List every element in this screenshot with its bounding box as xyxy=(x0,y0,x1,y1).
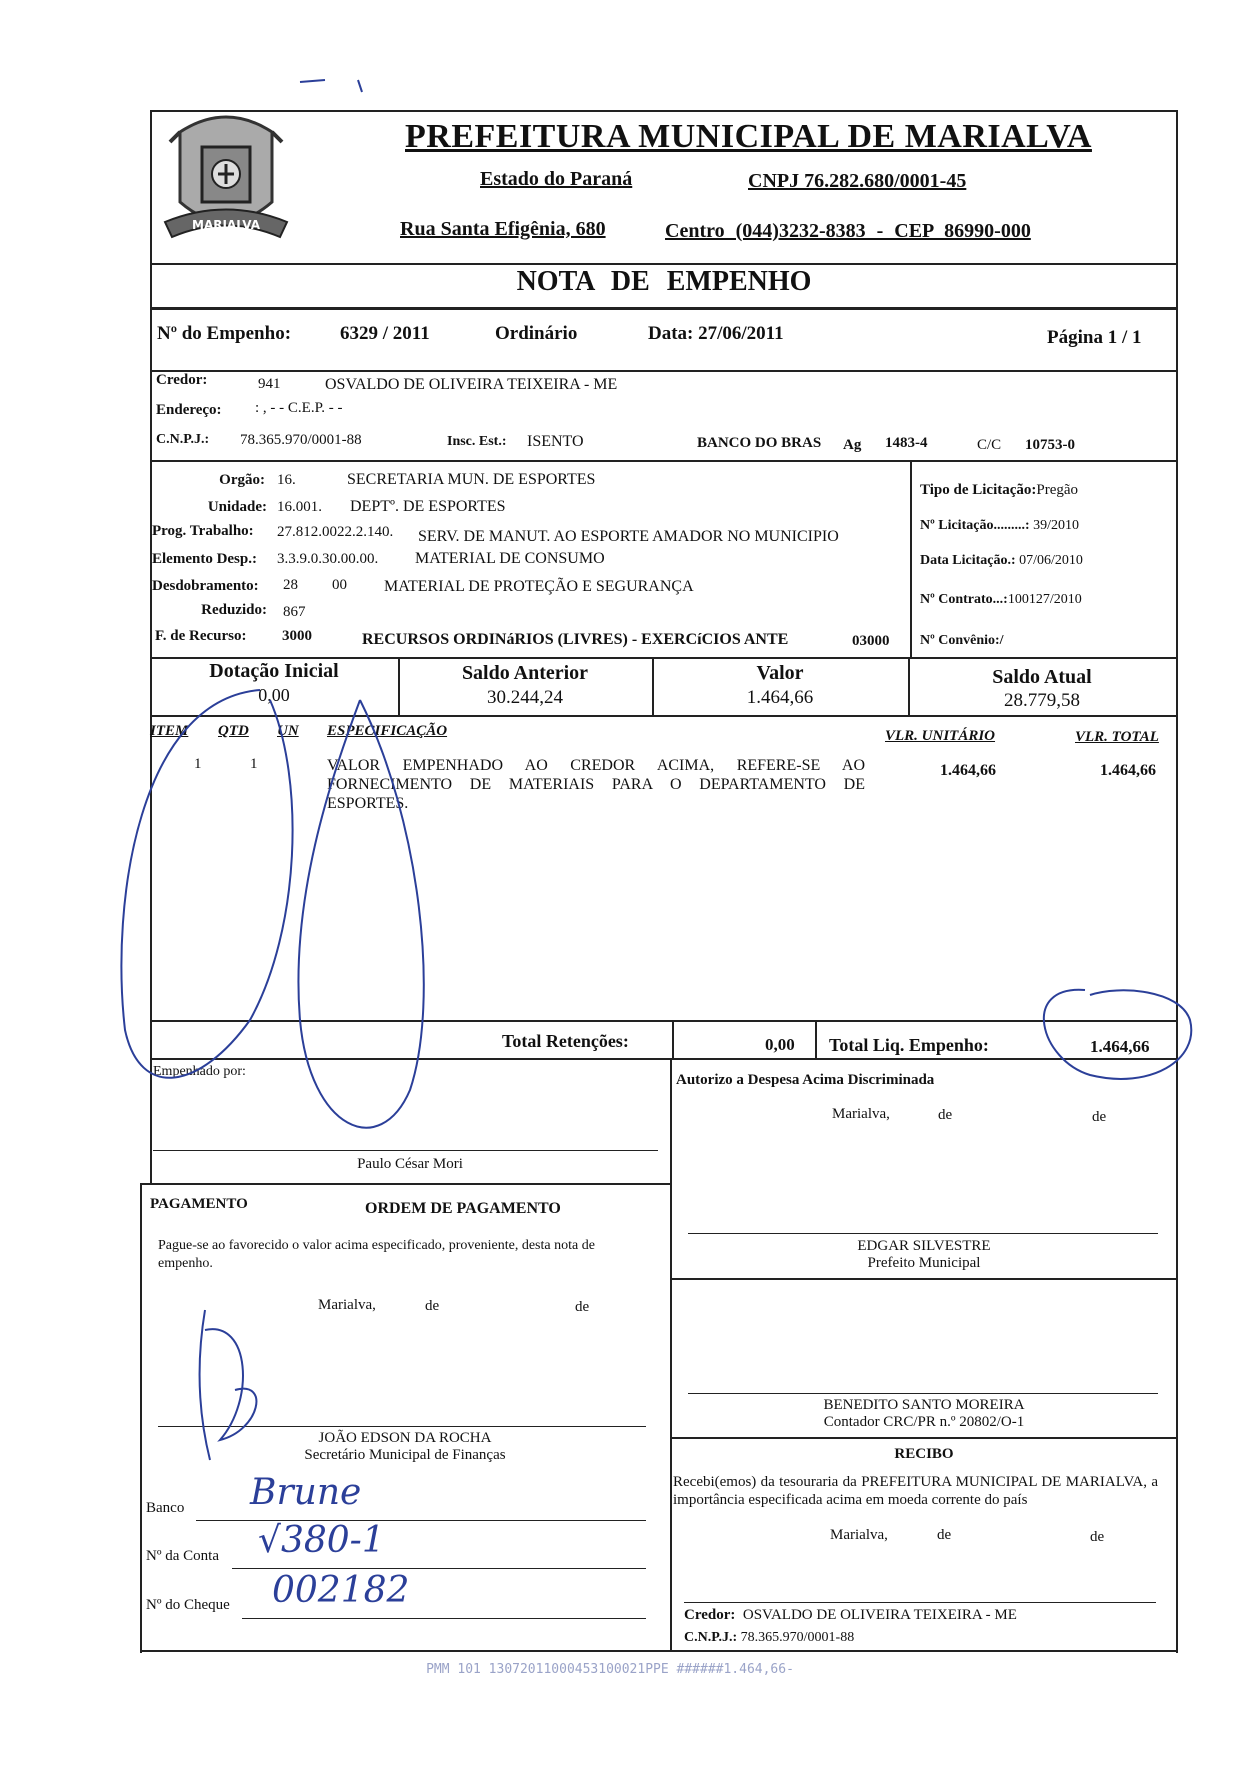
prog-code: 27.812.0022.2.140. xyxy=(277,524,394,540)
cheque-label: Nº do Cheque xyxy=(146,1597,230,1613)
contador-nome: BENEDITO SANTO MOREIRA xyxy=(823,1397,1025,1413)
col-unit: VLR. UNITÁRIO xyxy=(885,728,996,744)
row-esp: VALOR EMPENHADO AO CREDOR ACIMA, REFERE-SE AO FORNECIMENTO DE MATERIAIS PARA O DEPARTAMENTO DE ESPORTES. xyxy=(327,757,865,812)
signature-approval-mark xyxy=(1044,990,1191,1079)
licitacao-data: Data Licitação.: 07/06/2010 xyxy=(920,553,1083,568)
orgao-label: Orgão: xyxy=(219,472,265,488)
recurso-label: F. de Recurso: xyxy=(155,628,247,644)
desd-code: 28 xyxy=(283,577,298,593)
empenhado-nome: Paulo César Mori xyxy=(357,1156,463,1172)
unidade-value: DEPTº. DE ESPORTES xyxy=(350,498,506,515)
col-esp: ESPECIFICAÇÃO xyxy=(327,723,448,739)
recibo-cnpj: C.N.P.J.: 78.365.970/0001-88 xyxy=(684,1630,855,1645)
signature-loop-right xyxy=(298,700,423,1128)
reduzido-label: Reduzido: xyxy=(201,602,267,618)
ag-value: 1483-4 xyxy=(885,435,928,451)
signature-mark-top xyxy=(300,80,362,92)
contador-cargo: Contador CRC/PR n.º 20802/O-1 xyxy=(823,1414,1025,1430)
ordem-label: ORDEM DE PAGAMENTO xyxy=(365,1200,561,1217)
reduzido-value: 867 xyxy=(283,604,306,620)
autorizo-de2: de xyxy=(1092,1109,1107,1125)
recurso-code: 3000 xyxy=(282,628,312,644)
conta-handwritten: √380-1 xyxy=(258,1520,385,1561)
prefeito-cargo: Prefeito Municipal xyxy=(867,1255,981,1271)
cnpj-value: 78.365.970/0001-88 xyxy=(240,432,362,448)
empenho-num: 6329 / 2011 xyxy=(340,323,430,344)
header-address: Centro (044)3232-8383 - CEP 86990-000 xyxy=(665,220,1031,242)
valor-label: Valor xyxy=(756,662,804,684)
total-retencoes-value: 0,00 xyxy=(765,1035,795,1054)
insc-value: ISENTO xyxy=(527,433,584,450)
header-state: Estado do Paraná xyxy=(480,168,633,190)
credor-code: 941 xyxy=(258,376,281,392)
dotacao-value: 0,00 xyxy=(258,685,290,705)
desd-sub: 00 xyxy=(332,577,347,593)
recurso-code2: 03000 xyxy=(852,633,890,649)
row-item: 1 xyxy=(194,756,202,772)
total-retencoes-label: Total Retenções: xyxy=(502,1031,629,1051)
empenho-type: Ordinário xyxy=(495,323,578,344)
saldo-anterior-label: Saldo Anterior xyxy=(461,662,589,684)
desd-value: MATERIAL DE PROTEÇÃO E SEGURANÇA xyxy=(384,578,694,595)
doc-title: NOTA DE EMPENHO xyxy=(516,266,812,297)
dotacao-label: Dotação Inicial xyxy=(209,660,339,682)
row-unit: 1.464,66 xyxy=(940,762,996,779)
col-un: UN xyxy=(277,723,299,739)
prog-label: Prog. Trabalho: xyxy=(152,523,254,539)
pagamento-marialva: Marialva, xyxy=(318,1297,376,1313)
col-total: VLR. TOTAL xyxy=(1075,729,1159,745)
licitacao-tipo: Tipo de Licitação:Pregão xyxy=(920,482,1079,498)
endereco-label: Endereço: xyxy=(156,402,222,418)
bank-name: BANCO DO BRAS xyxy=(697,435,822,451)
elem-code: 3.3.9.0.30.00.00. xyxy=(277,551,379,567)
secretario-cargo: Secretário Municipal de Finanças xyxy=(304,1447,506,1463)
recibo-texto: Recebi(emos) da tesouraria da PREFEITURA MUNICIPAL DE MARIALVA, a importância especificada acima em moeda corrente do país xyxy=(673,1474,1158,1508)
elem-label: Elemento Desp.: xyxy=(152,551,257,567)
elem-value: MATERIAL DE CONSUMO xyxy=(415,550,605,567)
insc-label: Insc. Est.: xyxy=(447,434,507,449)
pagamento-de2: de xyxy=(575,1299,590,1315)
cc-label: C/C xyxy=(977,437,1002,453)
banco-label: Banco xyxy=(146,1500,185,1516)
saldo-atual-label: Saldo Atual xyxy=(992,666,1092,688)
row-total: 1.464,66 xyxy=(1100,762,1156,779)
pagamento-de1: de xyxy=(425,1298,440,1314)
cnpj-label: C.N.P.J.: xyxy=(156,432,210,447)
saldo-atual-value: 28.779,58 xyxy=(1004,690,1080,711)
row-qtd: 1 xyxy=(250,756,258,772)
banco-handwritten: Brune xyxy=(250,1472,362,1513)
prefeito-nome: EDGAR SILVESTRE xyxy=(857,1238,991,1254)
endereco-value: : , - - C.E.P. - - xyxy=(255,400,343,416)
recurso-value: RECURSOS ORDINáRIOS (LIVRES) - EXERCíCIOS ANTE xyxy=(362,631,789,648)
empenhado-label: Empenhado por: xyxy=(153,1064,246,1079)
col-item: ITEM xyxy=(150,723,189,739)
recibo-title: RECIBO xyxy=(894,1446,954,1462)
recibo-credor: Credor: OSVALDO DE OLIVEIRA TEIXEIRA - ME xyxy=(684,1607,1017,1623)
crest-text: MARIALVA xyxy=(192,218,260,232)
desd-label: Desdobramento: xyxy=(152,578,259,594)
header-street: Rua Santa Efigênia, 680 xyxy=(400,218,606,240)
licitacao-num: Nº Licitação.........: 39/2010 xyxy=(920,518,1079,533)
orgao-value: SECRETARIA MUN. DE ESPORTES xyxy=(347,471,596,488)
pagamento-label: PAGAMENTO xyxy=(150,1196,248,1212)
empenho-page: Página 1 / 1 xyxy=(1047,327,1142,348)
recibo-de1: de xyxy=(937,1527,952,1543)
credor-label: Credor: xyxy=(156,372,208,388)
unidade-label: Unidade: xyxy=(207,499,267,515)
ag-label: Ag xyxy=(843,437,862,453)
prog-value: SERV. DE MANUT. AO ESPORTE AMADOR NO MUNICIPIO xyxy=(418,528,839,545)
autorizo-de1: de xyxy=(938,1107,953,1123)
cheque-handwritten: 002182 xyxy=(272,1570,410,1611)
secretario-nome: JOÃO EDSON DA ROCHA xyxy=(318,1430,492,1446)
valor-value: 1.464,66 xyxy=(746,687,814,708)
header-title: PREFEITURA MUNICIPAL DE MARIALVA xyxy=(405,118,1092,155)
header-cnpj: CNPJ 76.282.680/0001-45 xyxy=(748,170,967,192)
licitacao-contrato: Nº Contrato...:100127/2010 xyxy=(920,592,1082,607)
orgao-code: 16. xyxy=(277,472,296,488)
recibo-de2: de xyxy=(1090,1529,1105,1545)
autorizo-marialva: Marialva, xyxy=(832,1106,890,1122)
autorizo-label: Autorizo a Despesa Acima Discriminada xyxy=(676,1072,935,1088)
empenho-num-label: Nº do Empenho: xyxy=(157,323,292,344)
total-liq-label: Total Liq. Empenho: xyxy=(829,1035,989,1055)
licitacao-convenio: Nº Convênio:/ xyxy=(920,633,1004,648)
signature-loop-left xyxy=(121,690,292,1078)
total-liq-value: 1.464,66 xyxy=(1090,1037,1150,1056)
recibo-marialva: Marialva, xyxy=(830,1527,888,1543)
credor-name: OSVALDO DE OLIVEIRA TEIXEIRA - ME xyxy=(325,376,618,393)
cc-value: 10753-0 xyxy=(1025,437,1075,453)
signature-secretary xyxy=(200,1310,257,1460)
pagamento-texto: Pague-se ao favorecido o valor acima especificado, proveniente, desta nota de empenho. xyxy=(158,1238,595,1271)
unidade-code: 16.001. xyxy=(277,499,322,515)
saldo-anterior-value: 30.244,24 xyxy=(487,687,563,708)
col-qtd: QTD xyxy=(218,723,249,739)
footer-stamp: PMM 101 13072011000453100021PPE ######1.464,66- xyxy=(426,1662,794,1677)
empenho-date: Data: 27/06/2011 xyxy=(648,323,784,344)
conta-label: Nº da Conta xyxy=(146,1548,219,1564)
